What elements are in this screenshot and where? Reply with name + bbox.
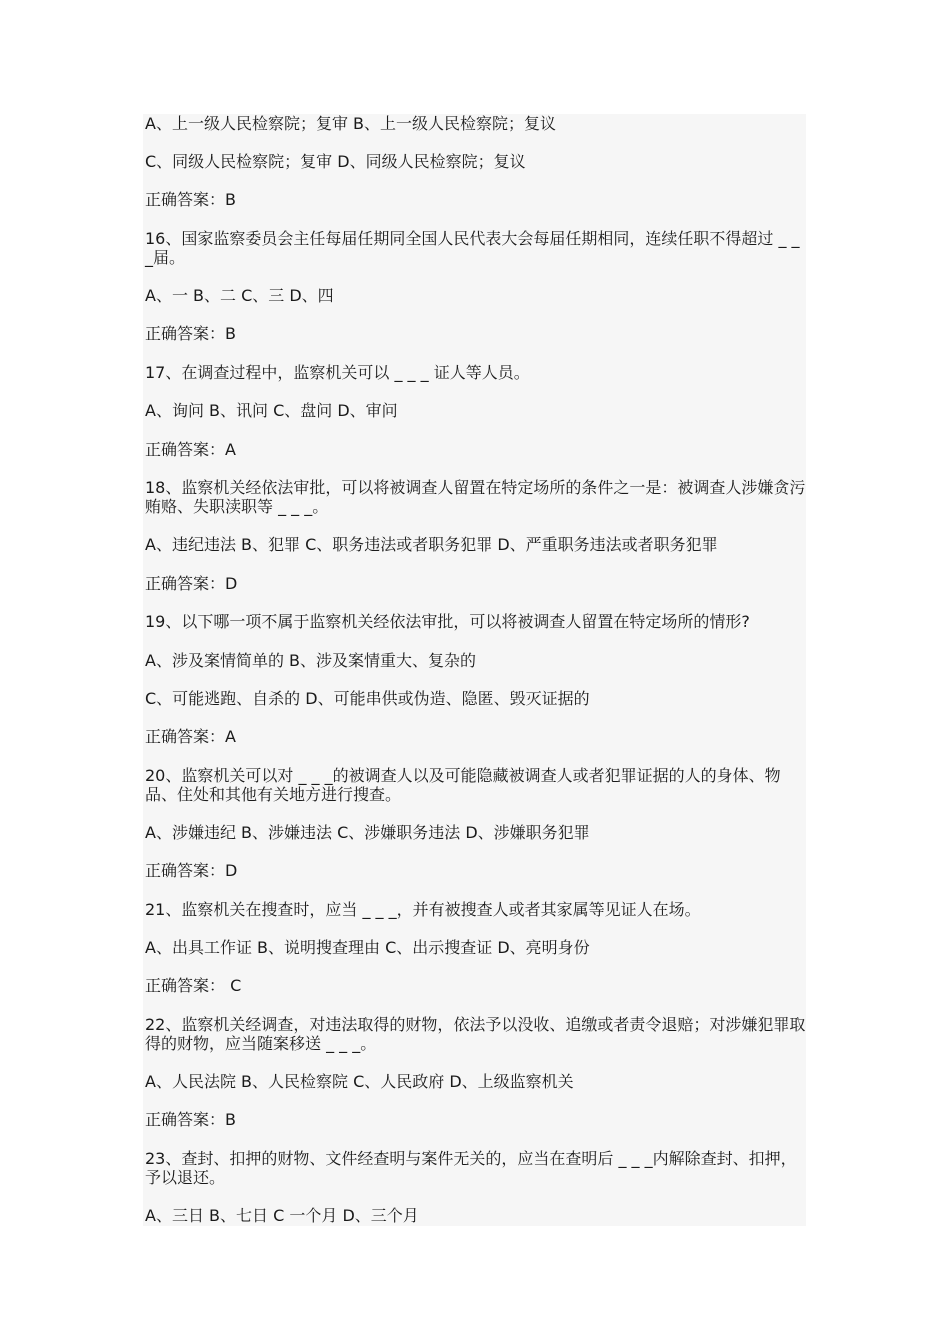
answer-line: 正确答案：D: [145, 574, 238, 593]
question-16: 16、国家监察委员会主任每届任期同全国人民代表大会每届任期相同，连续任职不得超过 _ _ _届。: [145, 229, 800, 267]
question-18: 18、监察机关经依法审批，可以将被调查人留置在特定场所的条件之一是：被调查人涉嫌贪污贿赂、失职渎职等 _ _ _。: [145, 478, 806, 516]
option-line: A、一 B、二 C、三 D、四: [145, 286, 334, 305]
option-line: C、可能逃跑、自杀的 D、可能串供或伪造、隐匿、毁灭证据的: [145, 689, 590, 708]
answer-line: 正确答案： C: [145, 976, 242, 995]
answer-line: 正确答案：A: [145, 727, 236, 746]
question-23: 23、查封、扣押的财物、文件经查明与案件无关的，应当在查明后 _ _ _内解除查封、扣押，予以退还。: [145, 1149, 797, 1187]
option-line: A、涉嫌违纪 B、涉嫌违法 C、涉嫌职务违法 D、涉嫌职务犯罪: [145, 823, 590, 842]
option-line: A、违纪违法 B、犯罪 C、职务违法或者职务犯罪 D、严重职务违法或者职务犯罪: [145, 535, 718, 554]
option-line: A、三日 B、七日 C 一个月 D、三个月: [145, 1206, 419, 1225]
answer-line: 正确答案：D: [145, 861, 238, 880]
option-line: C、同级人民检察院；复审 D、同级人民检察院；复议: [145, 152, 526, 171]
option-line: A、询问 B、讯问 C、盘问 D、审问: [145, 401, 398, 420]
answer-line: 正确答案：A: [145, 440, 236, 459]
question-19: 19、以下哪一项不属于监察机关经依法审批，可以将被调查人留置在特定场所的情形?: [145, 612, 750, 631]
option-line: A、人民法院 B、人民检察院 C、人民政府 D、上级监察机关: [145, 1072, 574, 1091]
option-line: A、上一级人民检察院；复审 B、上一级人民检察院；复议: [145, 114, 557, 133]
question-17: 17、在调查过程中，监察机关可以 _ _ _ 证人等人员。: [145, 363, 530, 382]
answer-line: 正确答案：B: [145, 1110, 236, 1129]
option-line: A、涉及案情简单的 B、涉及案情重大、复杂的: [145, 651, 477, 670]
answer-line: 正确答案：B: [145, 324, 236, 343]
question-22: 22、监察机关经调查，对违法取得的财物，依法予以没收、追缴或者责令退赔；对涉嫌犯罪取得的财物，应当随案移送 _ _ _。: [145, 1015, 806, 1053]
document-page: [143, 114, 806, 1226]
answer-line: 正确答案：B: [145, 190, 236, 209]
question-20: 20、监察机关可以对 _ _ _的被调查人以及可能隐藏被调查人或者犯罪证据的人的身体、物品、住处和其他有关地方进行搜查。: [145, 766, 781, 804]
question-21: 21、监察机关在搜查时，应当 _ _ _，并有被搜查人或者其家属等见证人在场。: [145, 900, 701, 919]
option-line: A、出具工作证 B、说明搜查理由 C、出示搜查证 D、亮明身份: [145, 938, 590, 957]
